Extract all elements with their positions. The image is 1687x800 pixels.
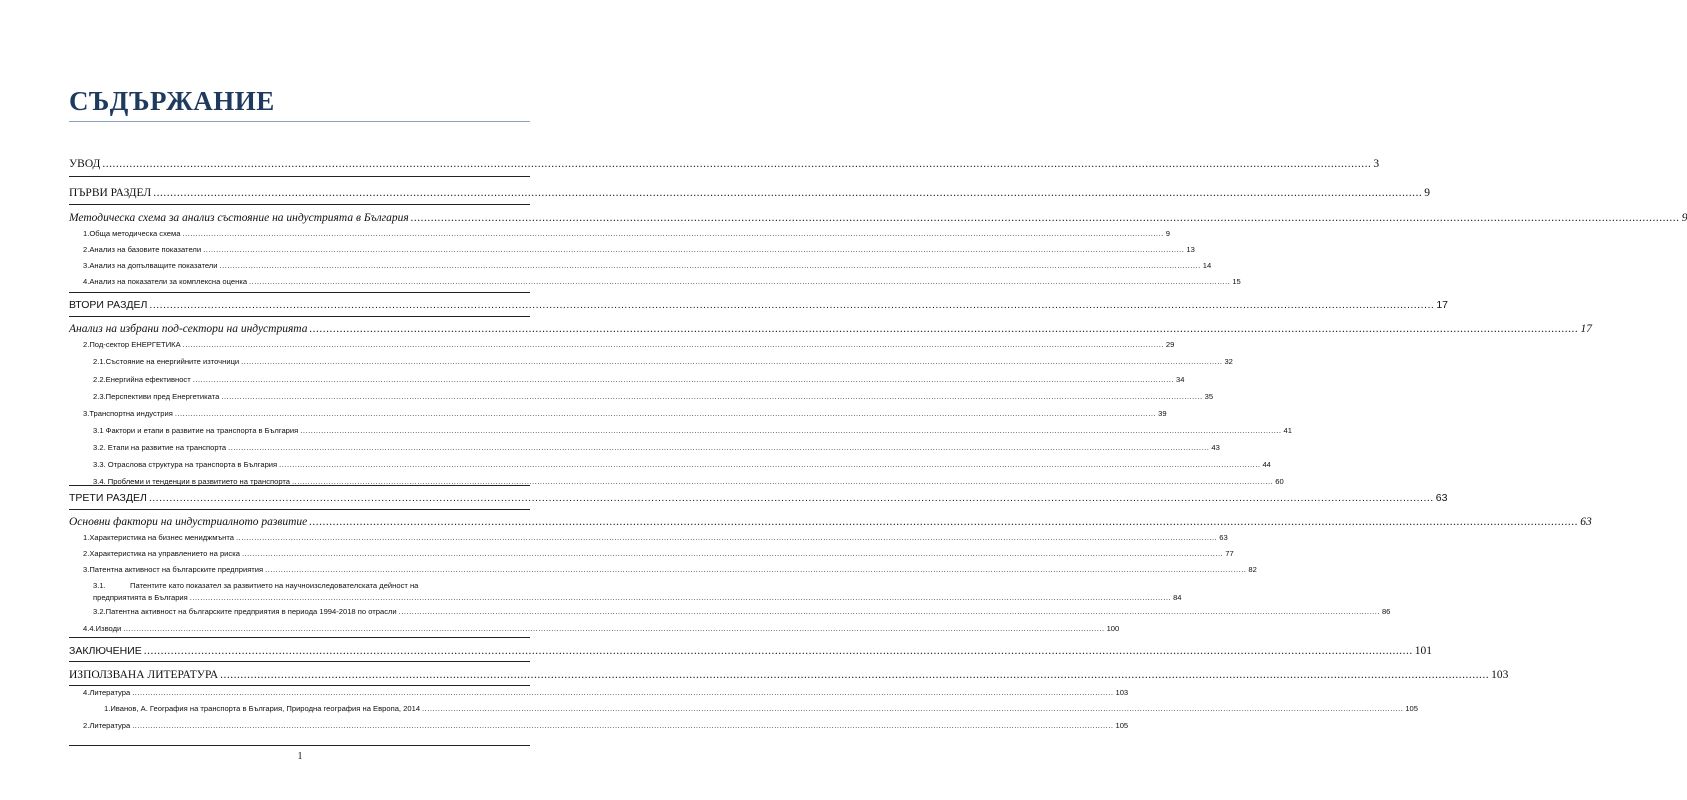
toc-entry[interactable]: 3.2. Патентна активност на българските предприятия в периода 1994-2018 по отрасли ..... 86 xyxy=(93,608,530,617)
toc-entry[interactable]: 2. Анализ на базовите показатели ..... 13 xyxy=(83,246,530,255)
divider xyxy=(69,316,530,317)
toc-entry-bibliography[interactable]: ИЗПОЛЗВАНА ЛИТЕРАТУРА ..... 103 xyxy=(69,669,530,682)
divider xyxy=(69,176,530,177)
toc-entry-part-three[interactable]: ТРЕТИ РАЗДЕЛ ..... 63 xyxy=(69,492,530,504)
toc-entry[interactable]: 3.4. Проблеми и тенденции в развитието на транспорта ..... 60 xyxy=(93,478,530,487)
toc-entry[interactable]: 4. Литература ..... 103 xyxy=(83,689,530,698)
toc-entry[interactable]: 4. Анализ на показатели за комплексна оценка ..... 15 xyxy=(83,278,530,287)
toc-entry-part-two[interactable]: ВТОРИ РАЗДЕЛ ..... 17 xyxy=(69,299,530,311)
toc-entry[interactable]: 3. Транспортна индустрия ..... 39 xyxy=(83,410,530,419)
toc-entry[interactable]: 2. Характеристика на управлението на риска ..... 77 xyxy=(83,550,530,559)
toc-entry-conclusion[interactable]: ЗАКЛЮЧЕНИЕ ..... 101 xyxy=(69,645,530,658)
divider xyxy=(69,509,530,510)
page-title: СЪДЪРЖАНИЕ xyxy=(69,86,275,116)
toc-entry[interactable]: 2. Литература ..... 105 xyxy=(83,722,530,731)
toc-entry[interactable]: 3.2. Етапи на развитие на транспорта ..... 43 xyxy=(93,444,530,453)
toc-entry-intro[interactable]: УВОД ..... 3 xyxy=(69,158,530,171)
toc-entry[interactable]: 4.4.Изводи ..... 100 xyxy=(83,625,530,634)
toc-entry[interactable]: 1. Характеристика на бизнес мениджмънта ..... 63 xyxy=(83,534,530,543)
footer-divider xyxy=(69,745,530,746)
toc-entry-part-one[interactable]: ПЪРВИ РАЗДЕЛ ..... 9 xyxy=(69,187,530,200)
toc-entry[interactable]: 2.1. Състояние на енергийните източници ..... 32 xyxy=(93,358,530,367)
toc-entry-wrapped[interactable]: 3.1. Патентите като показател за развитието на научноизследователската дейност на xyxy=(93,581,419,590)
toc-entry[interactable]: 3.3. Отраслова структура на транспорта в България ..... 44 xyxy=(93,461,530,470)
divider xyxy=(69,204,530,205)
toc-entry[interactable]: 1.Иванов, А. География на транспорта в България, Природна география на Европа, 2014 ..... 105 xyxy=(104,705,530,714)
toc-entry[interactable]: 2. Под-сектор ЕНЕРГЕТИКА ..... 29 xyxy=(83,341,530,350)
toc-entry-chapter-2[interactable]: Анализ на избрани под-сектори на индустрията ..... 17 xyxy=(69,323,530,336)
divider xyxy=(69,637,530,638)
divider xyxy=(69,485,530,486)
toc-entry-wrapped-line2[interactable]: предприятията в България ..... 84 xyxy=(93,594,530,603)
toc-entry[interactable]: 3. Патентна активност на българските предприятия ..... 82 xyxy=(83,566,530,575)
toc-entry[interactable]: 3. Анализ на допълващите показатели ..... 14 xyxy=(83,262,530,271)
divider xyxy=(69,661,530,662)
divider xyxy=(69,685,530,686)
toc-entry[interactable]: 2.3. Перспективи пред Енергетиката ..... 35 xyxy=(93,393,530,402)
page-number: 1 xyxy=(297,751,303,762)
toc-entry[interactable]: 3.1 Фактори и етапи в развитие на транспорта в България ..... 41 xyxy=(93,427,530,436)
toc-entry-chapter-3[interactable]: Основни фактори на индустриалното развитие ..... 63 xyxy=(69,516,530,529)
divider xyxy=(69,292,530,293)
toc-entry-chapter-1[interactable]: Методическа схема за анализ състояние на индустрията в България ..... 9 xyxy=(69,212,530,225)
toc-entry[interactable]: 2.2. Енергийна ефективност ..... 34 xyxy=(93,376,530,385)
toc-entry[interactable]: 1. Обща методическа схема ..... 9 xyxy=(83,230,530,239)
